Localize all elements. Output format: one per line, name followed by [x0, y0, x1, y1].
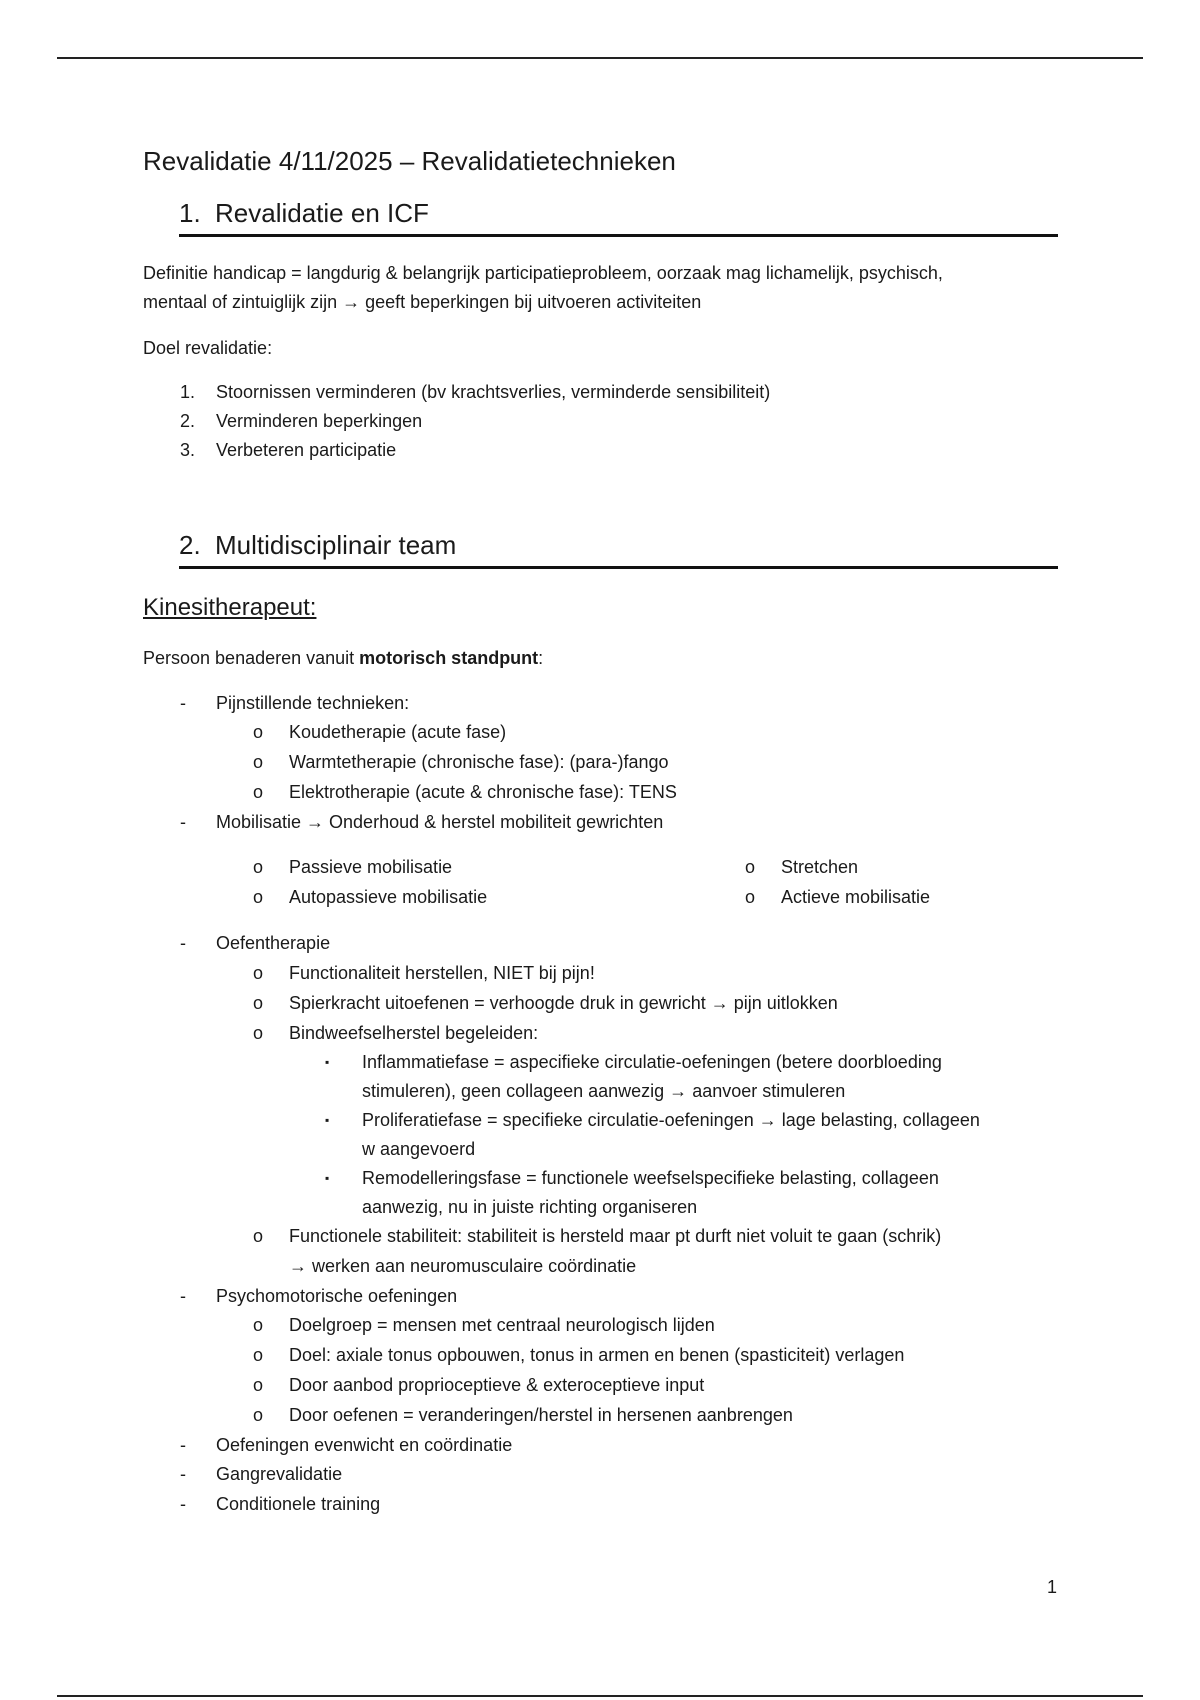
intro-paragraph: [143, 644, 1058, 673]
circle-bullet: o: [253, 1315, 264, 1335]
list-number: 2.: [180, 411, 196, 431]
list-text-continued: aanwezig, nu in juiste richting organiseren: [362, 1197, 698, 1217]
document-title: Revalidatie 4/11/2025 – Revalidatietechnieken: [143, 146, 676, 176]
list-text: Oefentherapie: [216, 933, 331, 953]
section-title: Revalidatie en ICF: [215, 198, 429, 228]
header-rule: [57, 57, 1143, 59]
section-number: 2.: [179, 530, 201, 560]
dash-bullet: -: [180, 1435, 186, 1455]
dash-bullet: -: [180, 933, 186, 953]
list-number: 1.: [180, 382, 196, 402]
list-text-continued: → werken aan neuromusculaire coördinatie: [289, 1256, 637, 1276]
list-text: Doel: axiale tonus opbouwen, tonus in armen en benen (spasticiteit) verlagen: [289, 1345, 905, 1365]
circle-bullet: o: [253, 1345, 264, 1365]
list-text: Warmtetherapie (chronische fase): (para-)fango: [289, 752, 669, 772]
list-text: Pijnstillende technieken:: [216, 693, 410, 713]
circle-bullet: o: [253, 993, 264, 1013]
circle-bullet: o: [253, 1226, 264, 1246]
list-text: Mobilisatie → Onderhoud & herstel mobiliteit gewrichten: [216, 812, 664, 832]
section-title: Multidisciplinair team: [215, 530, 457, 560]
list-text: Inflammatiefase = aspecifieke circulatie-oefeningen (betere doorbloeding: [362, 1052, 942, 1072]
list-text: Spierkracht uitoefenen = verhoogde druk in gewricht → pijn uitlokken: [289, 993, 838, 1013]
dash-bullet: -: [180, 1464, 186, 1484]
section-heading-1: [179, 198, 1058, 237]
list-text: Gangrevalidatie: [216, 1464, 343, 1484]
list-text: Bindweefselherstel begeleiden:: [289, 1023, 539, 1043]
dash-bullet: -: [180, 812, 186, 832]
intro-text: Persoon benaderen vanuit: [143, 648, 360, 668]
square-bullet: ▪: [325, 1055, 330, 1069]
list-text: Stoornissen verminderen (bv krachtsverlies, verminderde sensibiliteit): [216, 382, 771, 402]
list-text: Koudetherapie (acute fase): [289, 722, 507, 742]
list-text: Conditionele training: [216, 1494, 381, 1514]
square-bullet: ▪: [325, 1113, 330, 1127]
intro-bold: motorisch standpunt: [359, 648, 539, 668]
circle-bullet: o: [253, 1023, 264, 1043]
list-text: Functionele stabiliteit: stabiliteit is hersteld maar pt durft niet voluit te gaan (schrik): [289, 1226, 942, 1246]
square-bullet: ▪: [325, 1171, 330, 1185]
circle-bullet: o: [253, 857, 264, 877]
section-heading-2: [179, 530, 1058, 569]
list-text-continued: w aangevoerd: [362, 1139, 476, 1159]
circle-bullet: o: [253, 782, 264, 802]
list-text: Remodelleringsfase = functionele weefselspecifieke belasting, collageen: [362, 1168, 939, 1188]
circle-bullet: o: [253, 1375, 264, 1395]
list-text: Oefeningen evenwicht en coördinatie: [216, 1435, 513, 1455]
circle-bullet: o: [253, 722, 264, 742]
circle-bullet: o: [253, 963, 264, 983]
intro-end: :: [538, 648, 544, 668]
list-text: Verminderen beperkingen: [216, 411, 423, 431]
list-text: Doelgroep = mensen met centraal neurologisch lijden: [289, 1315, 715, 1335]
circle-bullet: o: [745, 887, 756, 907]
page-number: 1: [1047, 1577, 1058, 1597]
list-text: Actieve mobilisatie: [781, 887, 931, 907]
list-text: Stretchen: [781, 857, 859, 877]
list-text: Functionaliteit herstellen, NIET bij pijn!: [289, 963, 595, 983]
footer-rule: [57, 1695, 1143, 1697]
list-text: Door aanbod proprioceptieve & exteroceptieve input: [289, 1375, 705, 1395]
section-number: 1.: [179, 198, 201, 228]
dash-bullet: -: [180, 693, 186, 713]
list-text: Autopassieve mobilisatie: [289, 887, 488, 907]
dash-bullet: -: [180, 1286, 186, 1306]
list-number: 3.: [180, 440, 196, 460]
subheading: Kinesitherapeut:: [143, 594, 317, 621]
list-text: Passieve mobilisatie: [289, 857, 453, 877]
list-text: Proliferatiefase = specifieke circulatie-oefeningen → lage belasting, collageen: [362, 1110, 980, 1130]
definition-line: Definitie handicap = langdurig & belangrijk participatieprobleem, oorzaak mag lichamelijk, psychisch,: [143, 263, 943, 283]
list-text: Door oefenen = veranderingen/herstel in hersenen aanbrengen: [289, 1405, 793, 1425]
circle-bullet: o: [253, 1405, 264, 1425]
list-text: Verbeteren participatie: [216, 440, 397, 460]
list-text-continued: stimuleren), geen collageen aanwezig → aanvoer stimuleren: [362, 1081, 846, 1101]
circle-bullet: o: [253, 887, 264, 907]
circle-bullet: o: [745, 857, 756, 877]
goal-label: Doel revalidatie:: [143, 338, 273, 358]
dash-bullet: -: [180, 1494, 186, 1514]
list-text: Psychomotorische oefeningen: [216, 1286, 458, 1306]
definition-paragraph: [143, 259, 1058, 317]
definition-line: mentaal of zintuiglijk zijn → geeft beperkingen bij uitvoeren activiteiten: [143, 292, 702, 312]
circle-bullet: o: [253, 752, 264, 772]
list-text: Elektrotherapie (acute & chronische fase): TENS: [289, 782, 677, 802]
